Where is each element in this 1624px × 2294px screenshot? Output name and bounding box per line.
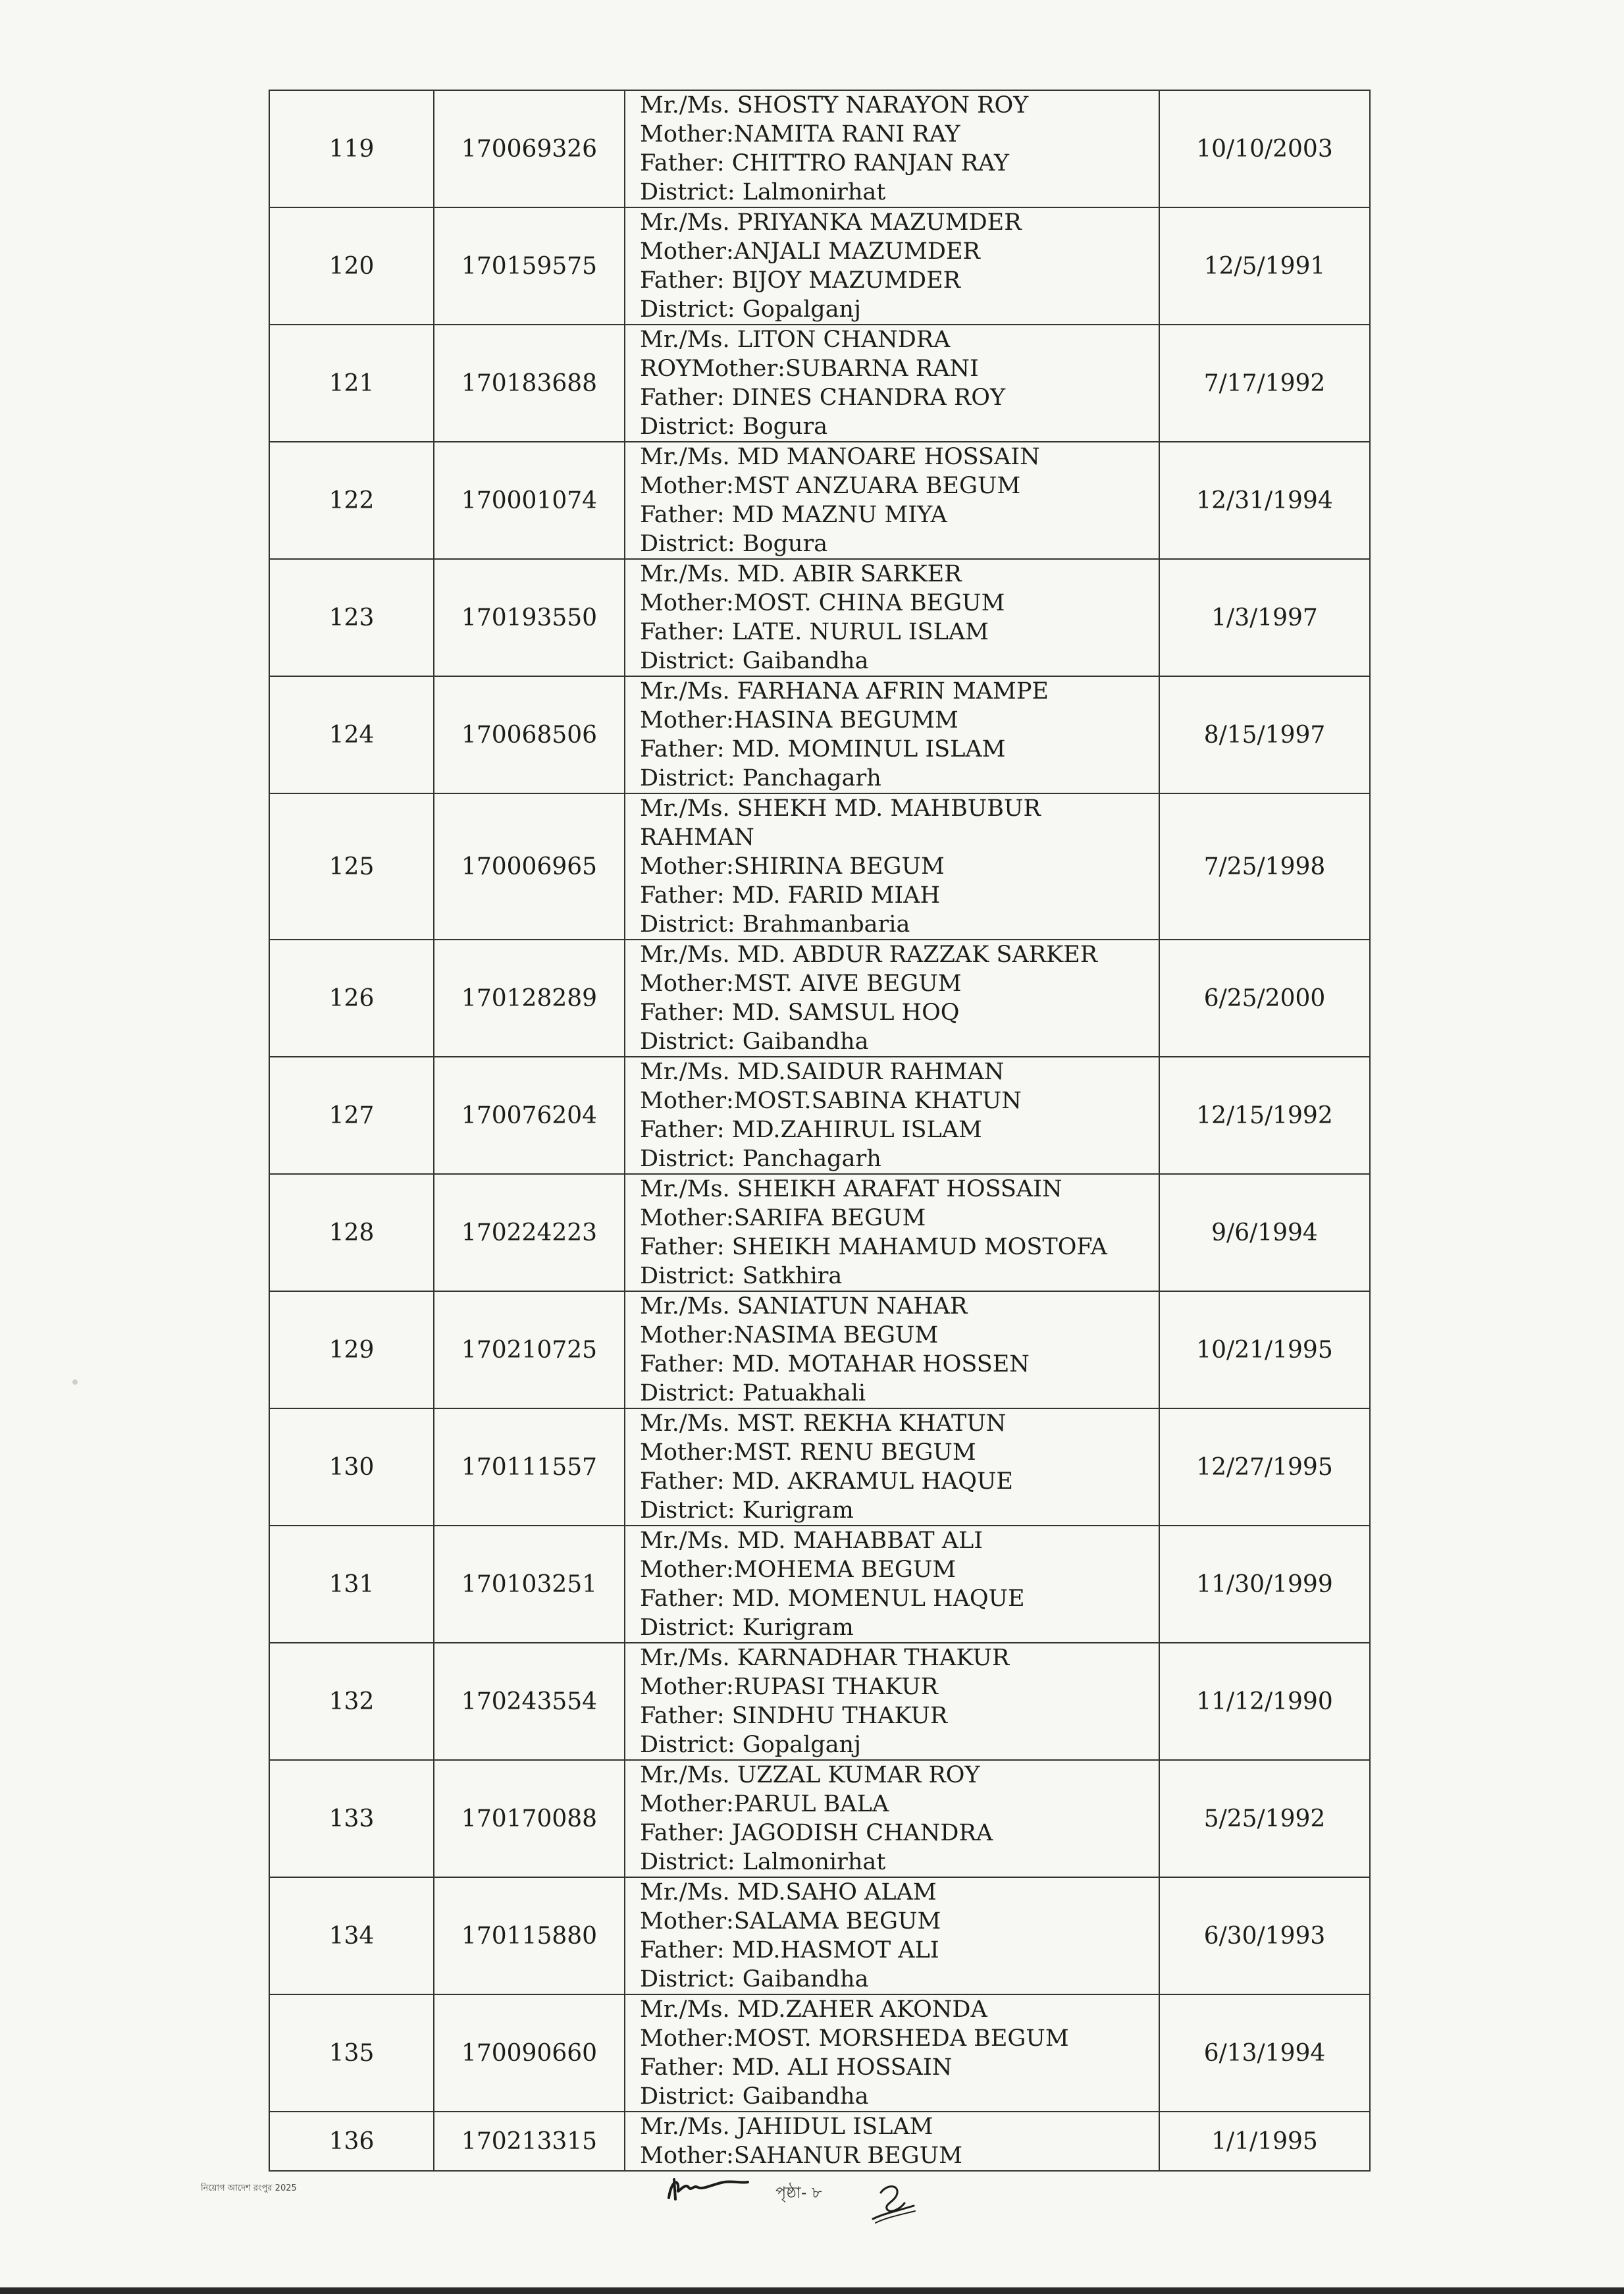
district: District: Lalmonirhat <box>640 179 886 205</box>
candidate-info-cell <box>625 793 1159 940</box>
paper-speck <box>72 1379 78 1385</box>
serial-cell: 124 <box>269 676 434 793</box>
candidate-info-cell <box>625 1994 1159 2112</box>
district: District: Panchagarh <box>640 765 881 791</box>
table-row <box>269 1291 1370 1408</box>
candidate-name-continued: RAHMAN <box>640 824 754 851</box>
mother-name: Mother:MST. AIVE BEGUM <box>640 971 962 997</box>
roll-cell: 170103251 <box>434 1526 625 1643</box>
serial-cell: 121 <box>269 325 434 442</box>
father-name: Father: MD. MOMENUL HAQUE <box>640 1586 1025 1612</box>
roll-cell: 170069326 <box>434 90 625 207</box>
mother-name: ROYMother:SUBARNA RANI <box>640 356 979 382</box>
roll-cell: 170115880 <box>434 1877 625 1994</box>
roll-cell: 170193550 <box>434 559 625 676</box>
table-row <box>269 442 1370 559</box>
dob-cell: 12/27/1995 <box>1159 1408 1370 1526</box>
candidate-name: Mr./Ms. MD.SAHO ALAM <box>640 1879 937 1906</box>
father-name: Father: MD. MOMINUL ISLAM <box>640 736 1006 762</box>
father-name: Father: DINES CHANDRA ROY <box>640 385 1006 411</box>
table-row <box>269 1760 1370 1877</box>
candidate-name: Mr./Ms. MD. ABIR SARKER <box>640 561 962 587</box>
mother-name: Mother:RUPASI THAKUR <box>640 1674 939 1700</box>
district: District: Gopalganj <box>640 296 861 323</box>
serial-cell: 119 <box>269 90 434 207</box>
serial-cell: 129 <box>269 1291 434 1408</box>
mother-name: Mother:SALAMA BEGUM <box>640 1908 941 1934</box>
roll-cell: 170170088 <box>434 1760 625 1877</box>
candidate-table-container <box>269 90 1369 2172</box>
dob-cell: 7/25/1998 <box>1159 793 1370 940</box>
father-name: Father: MD MAZNU MIYA <box>640 502 947 528</box>
father-name: Father: LATE. NURUL ISLAM <box>640 619 989 645</box>
candidate-name: Mr./Ms. LITON CHANDRA <box>640 327 951 353</box>
candidate-name: Mr./Ms. SANIATUN NAHAR <box>640 1293 968 1320</box>
candidate-name: Mr./Ms. MD.SAIDUR RAHMAN <box>640 1059 1005 1085</box>
dob-cell: 12/5/1991 <box>1159 207 1370 325</box>
table-row <box>269 1877 1370 1994</box>
table-row <box>269 1643 1370 1760</box>
mother-name: Mother:MOHEMA BEGUM <box>640 1557 956 1583</box>
serial-cell: 130 <box>269 1408 434 1526</box>
candidate-info-cell <box>625 2112 1159 2171</box>
father-name: Father: CHITTRO RANJAN RAY <box>640 150 1010 176</box>
candidate-info-cell <box>625 325 1159 442</box>
serial-cell: 132 <box>269 1643 434 1760</box>
district: District: Gaibandha <box>640 2083 869 2110</box>
father-name: Father: MD. SAMSUL HOQ <box>640 1000 960 1026</box>
district: District: Gaibandha <box>640 648 869 674</box>
signature-icon <box>868 2179 920 2226</box>
table-row <box>269 1174 1370 1291</box>
father-name: Father: SINDHU THAKUR <box>640 1703 948 1729</box>
mother-name: Mother:NASIMA BEGUM <box>640 1322 939 1348</box>
dob-cell: 7/17/1992 <box>1159 325 1370 442</box>
roll-cell: 170243554 <box>434 1643 625 1760</box>
table-row <box>269 2112 1370 2171</box>
serial-cell: 135 <box>269 1994 434 2112</box>
district: District: Kurigram <box>640 1497 854 1524</box>
candidate-name: Mr./Ms. MD. ABDUR RAZZAK SARKER <box>640 942 1098 968</box>
candidate-name: Mr./Ms. MD.ZAHER AKONDA <box>640 1996 987 2023</box>
dob-cell: 1/1/1995 <box>1159 2112 1370 2171</box>
district: District: Panchagarh <box>640 1146 881 1172</box>
candidate-info-cell <box>625 1760 1159 1877</box>
table-row <box>269 90 1370 207</box>
candidate-info-cell <box>625 1408 1159 1526</box>
mother-name: Mother:SHIRINA BEGUM <box>640 853 945 880</box>
table-row <box>269 1408 1370 1526</box>
father-name: Father: BIJOY MAZUMDER <box>640 267 960 294</box>
candidate-name: Mr./Ms. KARNADHAR THAKUR <box>640 1645 1010 1671</box>
candidate-name: Mr./Ms. SHEKH MD. MAHBUBUR <box>640 795 1041 822</box>
mother-name: Mother:NAMITA RANI RAY <box>640 121 960 147</box>
candidate-info-cell <box>625 442 1159 559</box>
district: District: Lalmonirhat <box>640 1849 886 1875</box>
father-name: Father: MD. FARID MIAH <box>640 882 940 909</box>
table-row <box>269 676 1370 793</box>
table-row <box>269 1057 1370 1174</box>
table-row <box>269 1526 1370 1643</box>
dob-cell: 10/21/1995 <box>1159 1291 1370 1408</box>
mother-name: Mother:MOST. CHINA BEGUM <box>640 590 1005 616</box>
dob-cell: 12/15/1992 <box>1159 1057 1370 1174</box>
mother-name: Mother:HASINA BEGUMM <box>640 707 958 734</box>
father-name: Father: SHEIKH MAHAMUD MOSTOFA <box>640 1234 1107 1260</box>
scan-bottom-edge <box>0 2287 1624 2294</box>
serial-cell: 136 <box>269 2112 434 2171</box>
candidate-info-cell <box>625 207 1159 325</box>
mother-name: Mother:PARUL BALA <box>640 1791 889 1817</box>
mother-name: Mother:ANJALI MAZUMDER <box>640 238 980 265</box>
candidate-table <box>269 90 1371 2172</box>
roll-cell: 170068506 <box>434 676 625 793</box>
candidate-name: Mr./Ms. UZZAL KUMAR ROY <box>640 1762 980 1788</box>
candidate-name: Mr./Ms. SHEIKH ARAFAT HOSSAIN <box>640 1176 1062 1202</box>
dob-cell: 11/30/1999 <box>1159 1526 1370 1643</box>
candidate-info-cell <box>625 1057 1159 1174</box>
dob-cell: 5/25/1992 <box>1159 1760 1370 1877</box>
roll-cell: 170006965 <box>434 793 625 940</box>
district: District: Gopalganj <box>640 1732 861 1758</box>
dob-cell: 6/30/1993 <box>1159 1877 1370 1994</box>
table-row <box>269 793 1370 940</box>
table-row <box>269 1994 1370 2112</box>
dob-cell: 12/31/1994 <box>1159 442 1370 559</box>
roll-cell: 170159575 <box>434 207 625 325</box>
candidate-info-cell <box>625 559 1159 676</box>
father-name: Father: MD. MOTAHAR HOSSEN <box>640 1351 1030 1377</box>
table-row <box>269 940 1370 1057</box>
dob-cell: 9/6/1994 <box>1159 1174 1370 1291</box>
candidate-info-cell <box>625 940 1159 1057</box>
mother-name: Mother:MOST.SABINA KHATUN <box>640 1088 1022 1114</box>
serial-cell: 123 <box>269 559 434 676</box>
serial-cell: 127 <box>269 1057 434 1174</box>
serial-cell: 120 <box>269 207 434 325</box>
candidate-info-cell <box>625 1877 1159 1994</box>
district: District: Brahmanbaria <box>640 911 910 938</box>
candidate-name: Mr./Ms. FARHANA AFRIN MAMPE <box>640 678 1049 705</box>
district: District: Gaibandha <box>640 1966 869 1992</box>
candidate-name: Mr./Ms. MST. REKHA KHATUN <box>640 1410 1007 1437</box>
mother-name: Mother:MOST. MORSHEDA BEGUM <box>640 2025 1069 2052</box>
serial-cell: 126 <box>269 940 434 1057</box>
father-name: Father: MD.ZAHIRUL ISLAM <box>640 1117 982 1143</box>
mother-name: Mother:MST ANZUARA BEGUM <box>640 473 1021 499</box>
footer-order-note: নিয়োগ আদেশ রংপুর 2025 <box>201 2183 297 2193</box>
roll-cell: 170213315 <box>434 2112 625 2171</box>
page-number: পৃষ্ঠা- ৮ <box>775 2183 822 2202</box>
roll-cell: 170224223 <box>434 1174 625 1291</box>
roll-cell: 170111557 <box>434 1408 625 1526</box>
dob-cell: 10/10/2003 <box>1159 90 1370 207</box>
serial-cell: 128 <box>269 1174 434 1291</box>
mother-name: Mother:MST. RENU BEGUM <box>640 1439 976 1466</box>
candidate-info-cell <box>625 1526 1159 1643</box>
roll-cell: 170183688 <box>434 325 625 442</box>
candidate-name: Mr./Ms. MD. MAHABBAT ALI <box>640 1528 983 1554</box>
dob-cell: 6/25/2000 <box>1159 940 1370 1057</box>
roll-cell: 170210725 <box>434 1291 625 1408</box>
mother-name: Mother:SAHANUR BEGUM <box>640 2143 962 2169</box>
dob-cell: 6/13/1994 <box>1159 1994 1370 2112</box>
candidate-info-cell <box>625 1174 1159 1291</box>
table-row <box>269 207 1370 325</box>
dob-cell: 1/3/1997 <box>1159 559 1370 676</box>
district: District: Satkhira <box>640 1263 843 1289</box>
roll-cell: 170001074 <box>434 442 625 559</box>
mother-name: Mother:SARIFA BEGUM <box>640 1205 926 1231</box>
dob-cell: 11/12/1990 <box>1159 1643 1370 1760</box>
candidate-name: Mr./Ms. SHOSTY NARAYON ROY <box>640 92 1029 119</box>
father-name: Father: MD. AKRAMUL HAQUE <box>640 1468 1013 1495</box>
district: District: Patuakhali <box>640 1380 866 1406</box>
roll-cell: 170076204 <box>434 1057 625 1174</box>
roll-cell: 170090660 <box>434 1994 625 2112</box>
roll-cell: 170128289 <box>434 940 625 1057</box>
serial-cell: 131 <box>269 1526 434 1643</box>
candidate-name: Mr./Ms. PRIYANKA MAZUMDER <box>640 209 1022 236</box>
serial-cell: 122 <box>269 442 434 559</box>
candidate-info-cell <box>625 1291 1159 1408</box>
table-row <box>269 559 1370 676</box>
candidate-info-cell <box>625 1643 1159 1760</box>
table-row <box>269 325 1370 442</box>
district: District: Bogura <box>640 531 828 557</box>
candidate-name: Mr./Ms. JAHIDUL ISLAM <box>640 2114 933 2140</box>
candidate-info-cell <box>625 676 1159 793</box>
initial-signature-icon <box>665 2173 750 2206</box>
father-name: Father: MD. ALI HOSSAIN <box>640 2054 953 2081</box>
district: District: Gaibandha <box>640 1028 869 1055</box>
district: District: Bogura <box>640 413 828 440</box>
district: District: Kurigram <box>640 1614 854 1641</box>
dob-cell: 8/15/1997 <box>1159 676 1370 793</box>
father-name: Father: MD.HASMOT ALI <box>640 1937 939 1963</box>
candidate-name: Mr./Ms. MD MANOARE HOSSAIN <box>640 444 1040 470</box>
serial-cell: 125 <box>269 793 434 940</box>
candidate-info-cell <box>625 90 1159 207</box>
serial-cell: 134 <box>269 1877 434 1994</box>
serial-cell: 133 <box>269 1760 434 1877</box>
father-name: Father: JAGODISH CHANDRA <box>640 1820 993 1846</box>
